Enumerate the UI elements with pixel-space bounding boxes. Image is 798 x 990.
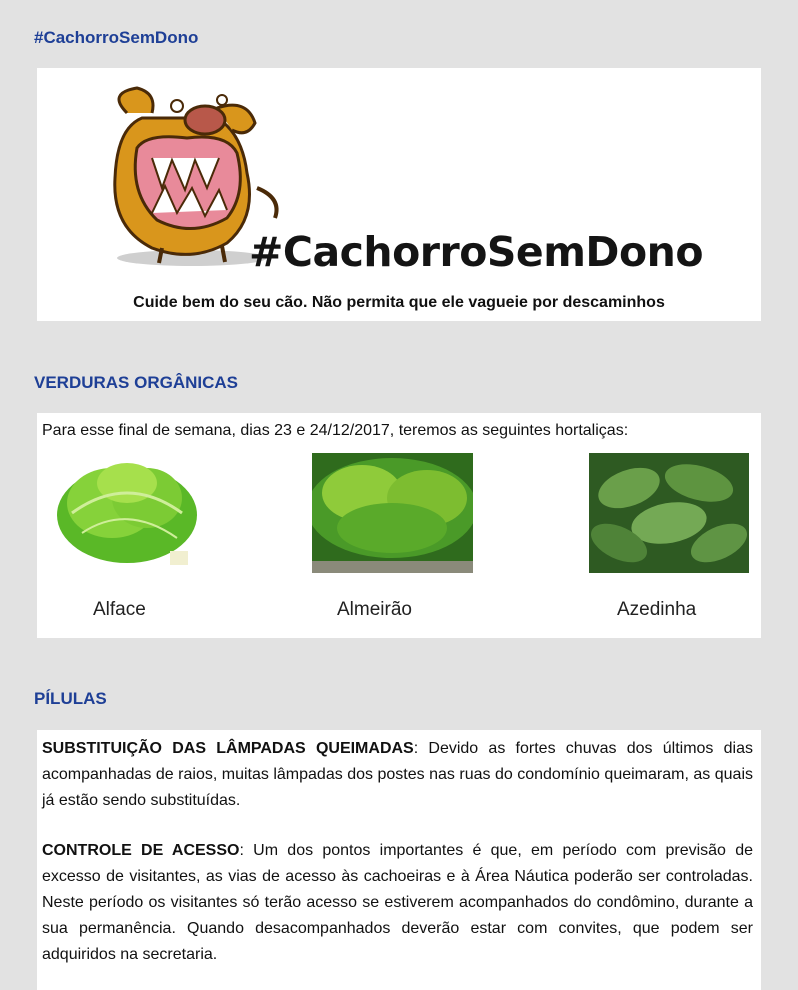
pilula-heading: CONTROLE DE ACESSO — [42, 842, 240, 859]
pilula-body: : Um dos pontos importantes é que, em período com previsão de excesso de visitantes, as vias de acesso às cachoeiras e à Área Náutica poderão ser controladas. Neste período os visitantes só terão acesso se estiverem acompanhados do condômino, durante a sua permanência. Quando desacompanhados deverão estar com convites, que podem ser adquiridos na secretaria. — [42, 842, 754, 963]
section-title-verduras: VERDURAS ORGÂNICAS — [34, 373, 239, 392]
azedinha-image — [589, 453, 749, 573]
pilula-heading: SUBSTITUIÇÃO DAS LÂMPADAS QUEIMADAS — [42, 740, 414, 757]
verduras-intro: Para esse final de semana, dias 23 e 24/12/2017, teremos as seguintes hortaliças: — [42, 422, 629, 439]
pilula-item — [42, 736, 753, 814]
pilulas-card — [37, 730, 761, 990]
pilula-item — [42, 838, 753, 968]
section-title-pilulas: PÍLULAS — [34, 689, 107, 708]
alface-image — [52, 453, 202, 573]
banner-hashtag: #CachorroSemDono — [249, 228, 703, 276]
page-title: #CachorroSemDono — [34, 28, 199, 47]
veg-label-alface: Alface — [93, 599, 146, 620]
banner-caption: Cuide bem do seu cão. Não permita que ele vagueie por descaminhos — [133, 294, 665, 311]
veg-label-almeirao: Almeirão — [337, 599, 412, 620]
pilula-body: : Devido as fortes chuvas dos últimos dias acompanhadas de raios, muitas lâmpadas dos postes nas ruas do condomínio queimaram, as quais já estão sendo substituídas. — [42, 740, 753, 809]
cachorro-banner — [37, 68, 761, 321]
veg-label-azedinha: Azedinha — [617, 599, 697, 620]
almeirao-image — [312, 453, 473, 573]
verduras-card — [37, 413, 761, 638]
